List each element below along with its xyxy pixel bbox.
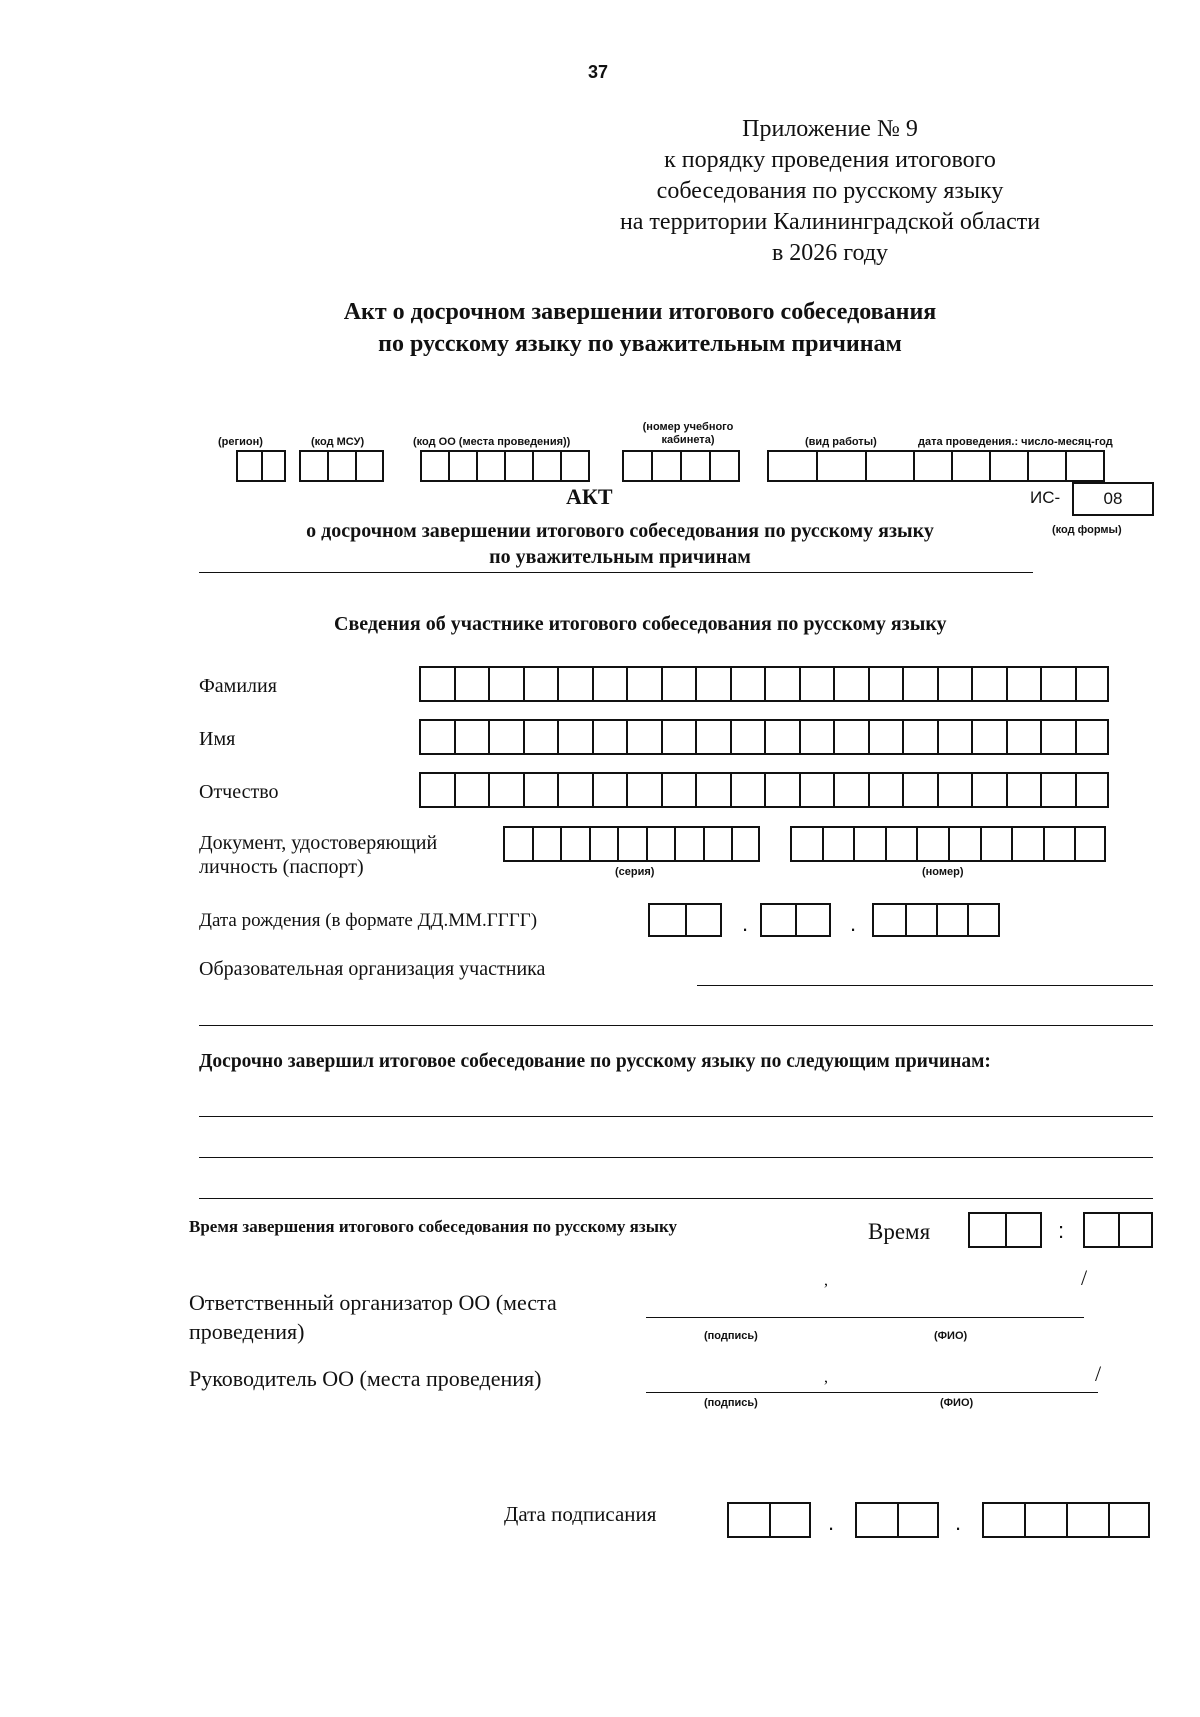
appendix-line-4: на территории Калининградской области — [619, 209, 1041, 235]
time-colon: : — [1058, 1218, 1065, 1243]
surname-cell[interactable] — [833, 666, 868, 702]
organizer-signature-caption: (подпись) — [704, 1330, 758, 1342]
organization-line-2[interactable] — [199, 1025, 1153, 1026]
cabinet-boxes[interactable] — [622, 450, 740, 482]
cabinet-label-line-2: кабинета) — [661, 434, 715, 446]
form-code-prefix: ИС- — [1030, 488, 1061, 507]
signing-day-cell[interactable] — [769, 1502, 811, 1538]
date-cell[interactable] — [865, 450, 913, 482]
surname-cell[interactable] — [730, 666, 765, 702]
surname-boxes[interactable] — [419, 666, 1109, 702]
signing-month-boxes[interactable] — [855, 1502, 939, 1538]
reason-line-2[interactable] — [199, 1157, 1153, 1158]
finish-hour-cell[interactable] — [1005, 1212, 1042, 1248]
document-title — [240, 296, 1040, 360]
oo-cell[interactable] — [476, 450, 504, 482]
name-boxes[interactable] — [419, 719, 1109, 755]
patronymic-cell[interactable] — [833, 772, 868, 808]
work-type-label: (вид работы) — [805, 436, 877, 448]
surname-cell[interactable] — [1006, 666, 1041, 702]
birth-year-cell[interactable] — [872, 903, 905, 937]
msu-boxes[interactable] — [299, 450, 384, 482]
akt-heading: АКТ — [566, 484, 613, 509]
patronymic-cell[interactable] — [764, 772, 799, 808]
birth-sep-2: . — [850, 911, 857, 936]
surname-cell[interactable] — [1075, 666, 1110, 702]
document-label-line-1: Документ, удостоверяющий — [199, 832, 438, 854]
passport-series-cell[interactable] — [532, 826, 561, 862]
surname-cell[interactable] — [764, 666, 799, 702]
patronymic-cell[interactable] — [523, 772, 558, 808]
head-comma: , — [824, 1369, 828, 1386]
appendix-line-3: собеседования по русскому языку — [656, 178, 1004, 204]
name-cell[interactable] — [799, 719, 834, 755]
date-cell[interactable] — [951, 450, 989, 482]
signing-sep-1: . — [828, 1510, 835, 1535]
patronymic-cell[interactable] — [868, 772, 903, 808]
name-cell[interactable] — [695, 719, 730, 755]
organizer-fio-line[interactable] — [828, 1317, 1084, 1318]
name-cell[interactable] — [419, 719, 454, 755]
cabinet-label-line-1: (номер учебного — [642, 421, 734, 433]
name-cell[interactable] — [902, 719, 937, 755]
patronymic-cell[interactable] — [902, 772, 937, 808]
region-boxes[interactable] — [236, 450, 286, 482]
passport-number-boxes[interactable] — [790, 826, 1106, 862]
surname-cell[interactable] — [626, 666, 661, 702]
birth-year-cell[interactable] — [936, 903, 967, 937]
passport-series-boxes[interactable] — [503, 826, 760, 862]
oo-cell[interactable] — [448, 450, 476, 482]
patronymic-cell[interactable] — [1040, 772, 1075, 808]
cabinet-cell[interactable] — [709, 450, 740, 482]
msu-cell[interactable] — [327, 450, 355, 482]
work-type-cell[interactable] — [816, 450, 865, 482]
signing-day-cell[interactable] — [727, 1502, 769, 1538]
document-label — [199, 831, 437, 879]
surname-label: Фамилия — [199, 675, 277, 697]
finish-minute-boxes[interactable] — [1083, 1212, 1153, 1248]
head-signature-caption: (подпись) — [704, 1397, 758, 1409]
date-cell[interactable] — [989, 450, 1027, 482]
oo-cell[interactable] — [532, 450, 560, 482]
signing-year-cell[interactable] — [1108, 1502, 1150, 1538]
passport-series-cell[interactable] — [731, 826, 760, 862]
oo-label: (код ОО (места проведения)) — [413, 436, 571, 448]
birthdate-label: Дата рождения (в формате ДД.ММ.ГГГГ) — [199, 910, 538, 931]
signing-year-cell[interactable] — [1024, 1502, 1066, 1538]
signing-day-boxes[interactable] — [727, 1502, 811, 1538]
surname-cell[interactable] — [799, 666, 834, 702]
head-fio-line[interactable] — [828, 1392, 1098, 1393]
finish-time-label: Время завершения итогового собеседования по русскому языку — [189, 1217, 678, 1236]
series-label: (серия) — [615, 866, 655, 878]
oo-cell[interactable] — [504, 450, 532, 482]
organizer-slash: / — [1081, 1265, 1088, 1290]
passport-series-cell[interactable] — [503, 826, 532, 862]
head-label: Руководитель ОО (места проведения) — [189, 1366, 542, 1391]
head-signature-line[interactable] — [646, 1392, 828, 1393]
oo-boxes[interactable] — [420, 450, 590, 482]
patronymic-cell[interactable] — [592, 772, 627, 808]
patronymic-cell[interactable] — [1006, 772, 1041, 808]
signing-date-label: Дата подписания — [504, 1502, 657, 1526]
birth-sep-1: . — [742, 911, 749, 936]
surname-cell[interactable] — [937, 666, 972, 702]
patronymic-cell[interactable] — [488, 772, 523, 808]
surname-cell[interactable] — [971, 666, 1006, 702]
birth-month-boxes[interactable] — [760, 903, 831, 937]
name-cell[interactable] — [937, 719, 972, 755]
patronymic-boxes[interactable] — [419, 772, 1109, 808]
name-cell[interactable] — [730, 719, 765, 755]
region-cell[interactable] — [261, 450, 286, 482]
form-subtitle-line-1: о досрочном завершении итогового собеседования по русскому языку — [306, 520, 934, 542]
name-cell[interactable] — [557, 719, 592, 755]
patronymic-cell[interactable] — [1075, 772, 1110, 808]
form-code-box: 08 — [1072, 482, 1154, 516]
passport-number-cell[interactable] — [790, 826, 822, 862]
number-label: (номер) — [922, 866, 964, 878]
surname-cell[interactable] — [454, 666, 489, 702]
birth-day-boxes[interactable] — [648, 903, 722, 937]
patronymic-cell[interactable] — [454, 772, 489, 808]
name-cell[interactable] — [868, 719, 903, 755]
appendix-line-2: к порядку проведения итогового — [664, 147, 996, 173]
name-cell[interactable] — [833, 719, 868, 755]
patronymic-label: Отчество — [199, 781, 279, 803]
patronymic-cell[interactable] — [937, 772, 972, 808]
passport-series-cell[interactable] — [560, 826, 589, 862]
surname-cell[interactable] — [902, 666, 937, 702]
region-label: (регион) — [218, 436, 263, 448]
reason-line-3[interactable] — [199, 1198, 1153, 1199]
form-code-label: (код формы) — [1052, 524, 1122, 536]
participant-heading: Сведения об участнике итогового собеседования по русскому языку — [334, 613, 947, 635]
head-fio-caption: (ФИО) — [940, 1397, 974, 1409]
surname-cell[interactable] — [557, 666, 592, 702]
name-cell[interactable] — [661, 719, 696, 755]
passport-number-cell[interactable] — [948, 826, 980, 862]
birth-month-cell[interactable] — [760, 903, 795, 937]
patronymic-cell[interactable] — [695, 772, 730, 808]
birth-year-cell[interactable] — [905, 903, 936, 937]
signing-year-cell[interactable] — [982, 1502, 1024, 1538]
patronymic-cell[interactable] — [419, 772, 454, 808]
signing-month-cell[interactable] — [855, 1502, 897, 1538]
birth-day-cell[interactable] — [648, 903, 685, 937]
msu-cell[interactable] — [299, 450, 327, 482]
passport-series-cell[interactable] — [703, 826, 732, 862]
birth-year-boxes[interactable] — [872, 903, 1000, 937]
organizer-label-line-2: проведения) — [189, 1319, 305, 1344]
organizer-signature-line[interactable] — [646, 1317, 828, 1318]
passport-number-cell[interactable] — [1043, 826, 1075, 862]
passport-series-cell[interactable] — [617, 826, 646, 862]
patronymic-cell[interactable] — [799, 772, 834, 808]
reason-line-1[interactable] — [199, 1116, 1153, 1117]
signing-month-cell[interactable] — [897, 1502, 939, 1538]
name-cell[interactable] — [626, 719, 661, 755]
finish-minute-cell[interactable] — [1083, 1212, 1118, 1248]
organizer-label — [189, 1288, 557, 1346]
passport-series-cell[interactable] — [646, 826, 675, 862]
name-cell[interactable] — [1040, 719, 1075, 755]
surname-cell[interactable] — [419, 666, 454, 702]
title-line-2: по русскому языку по уважительным причинам — [378, 331, 902, 357]
organization-line-1[interactable] — [697, 985, 1153, 986]
msu-label: (код МСУ) — [311, 436, 365, 448]
document-label-line-2: личность (паспорт) — [199, 856, 364, 878]
passport-number-cell[interactable] — [822, 826, 854, 862]
birth-month-cell[interactable] — [795, 903, 831, 937]
name-cell[interactable] — [592, 719, 627, 755]
appendix-line-1: Приложение № 9 — [742, 116, 918, 142]
patronymic-cell[interactable] — [971, 772, 1006, 808]
surname-cell[interactable] — [695, 666, 730, 702]
name-cell[interactable] — [764, 719, 799, 755]
surname-cell[interactable] — [868, 666, 903, 702]
passport-number-cell[interactable] — [980, 826, 1012, 862]
patronymic-cell[interactable] — [730, 772, 765, 808]
form-subtitle — [220, 518, 1020, 570]
passport-number-cell[interactable] — [1011, 826, 1043, 862]
msu-cell[interactable] — [355, 450, 384, 482]
surname-cell[interactable] — [661, 666, 696, 702]
passport-number-cell[interactable] — [916, 826, 948, 862]
cabinet-label — [628, 421, 748, 447]
name-cell[interactable] — [454, 719, 489, 755]
signing-sep-2: . — [955, 1510, 962, 1535]
reasons-heading: Досрочно завершил итоговое собеседование по русскому языку по следующим причинам: — [199, 1051, 991, 1072]
surname-cell[interactable] — [523, 666, 558, 702]
date-label: дата проведения.: число-месяц-год — [918, 436, 1113, 448]
cabinet-cell[interactable] — [680, 450, 709, 482]
birth-day-cell[interactable] — [685, 903, 722, 937]
form-subtitle-line-2: по уважительным причинам — [489, 546, 751, 568]
signing-year-boxes[interactable] — [982, 1502, 1150, 1538]
name-cell[interactable] — [1075, 719, 1110, 755]
time-label: Время — [868, 1219, 931, 1244]
subtitle-underline — [199, 572, 1033, 573]
region-cell[interactable] — [236, 450, 261, 482]
name-cell[interactable] — [523, 719, 558, 755]
cabinet-cell[interactable] — [651, 450, 680, 482]
appendix-line-5: в 2026 году — [771, 240, 889, 266]
organizer-fio-caption: (ФИО) — [934, 1330, 968, 1342]
oo-cell[interactable] — [560, 450, 590, 482]
patronymic-cell[interactable] — [661, 772, 696, 808]
passport-number-cell[interactable] — [853, 826, 885, 862]
birth-year-cell[interactable] — [967, 903, 1000, 937]
work-type-cell[interactable] — [767, 450, 816, 482]
passport-series-cell[interactable] — [589, 826, 618, 862]
page-number: 37 — [588, 62, 609, 82]
name-cell[interactable] — [488, 719, 523, 755]
passport-number-cell[interactable] — [1074, 826, 1106, 862]
name-cell[interactable] — [1006, 719, 1041, 755]
passport-number-cell[interactable] — [885, 826, 917, 862]
surname-cell[interactable] — [1040, 666, 1075, 702]
finish-minute-cell[interactable] — [1118, 1212, 1153, 1248]
name-label: Имя — [199, 728, 236, 750]
surname-cell[interactable] — [592, 666, 627, 702]
oo-cell[interactable] — [420, 450, 448, 482]
organizer-comma: , — [824, 1272, 828, 1289]
surname-cell[interactable] — [488, 666, 523, 702]
signing-year-cell[interactable] — [1066, 1502, 1108, 1538]
date-cell[interactable] — [1065, 450, 1105, 482]
work-date-boxes[interactable] — [767, 450, 1105, 482]
title-line-1: Акт о досрочном завершении итогового собеседования — [343, 299, 937, 325]
organization-label: Образовательная организация участника — [199, 958, 546, 980]
passport-series-cell[interactable] — [674, 826, 703, 862]
date-cell[interactable] — [1027, 450, 1065, 482]
appendix-block — [580, 114, 1080, 269]
organizer-label-line-1: Ответственный организатор ОО (места — [189, 1290, 557, 1315]
patronymic-cell[interactable] — [557, 772, 592, 808]
name-cell[interactable] — [971, 719, 1006, 755]
date-cell[interactable] — [913, 450, 951, 482]
cabinet-cell[interactable] — [622, 450, 651, 482]
finish-hour-boxes[interactable] — [968, 1212, 1042, 1248]
patronymic-cell[interactable] — [626, 772, 661, 808]
finish-hour-cell[interactable] — [968, 1212, 1005, 1248]
head-slash: / — [1095, 1361, 1102, 1386]
